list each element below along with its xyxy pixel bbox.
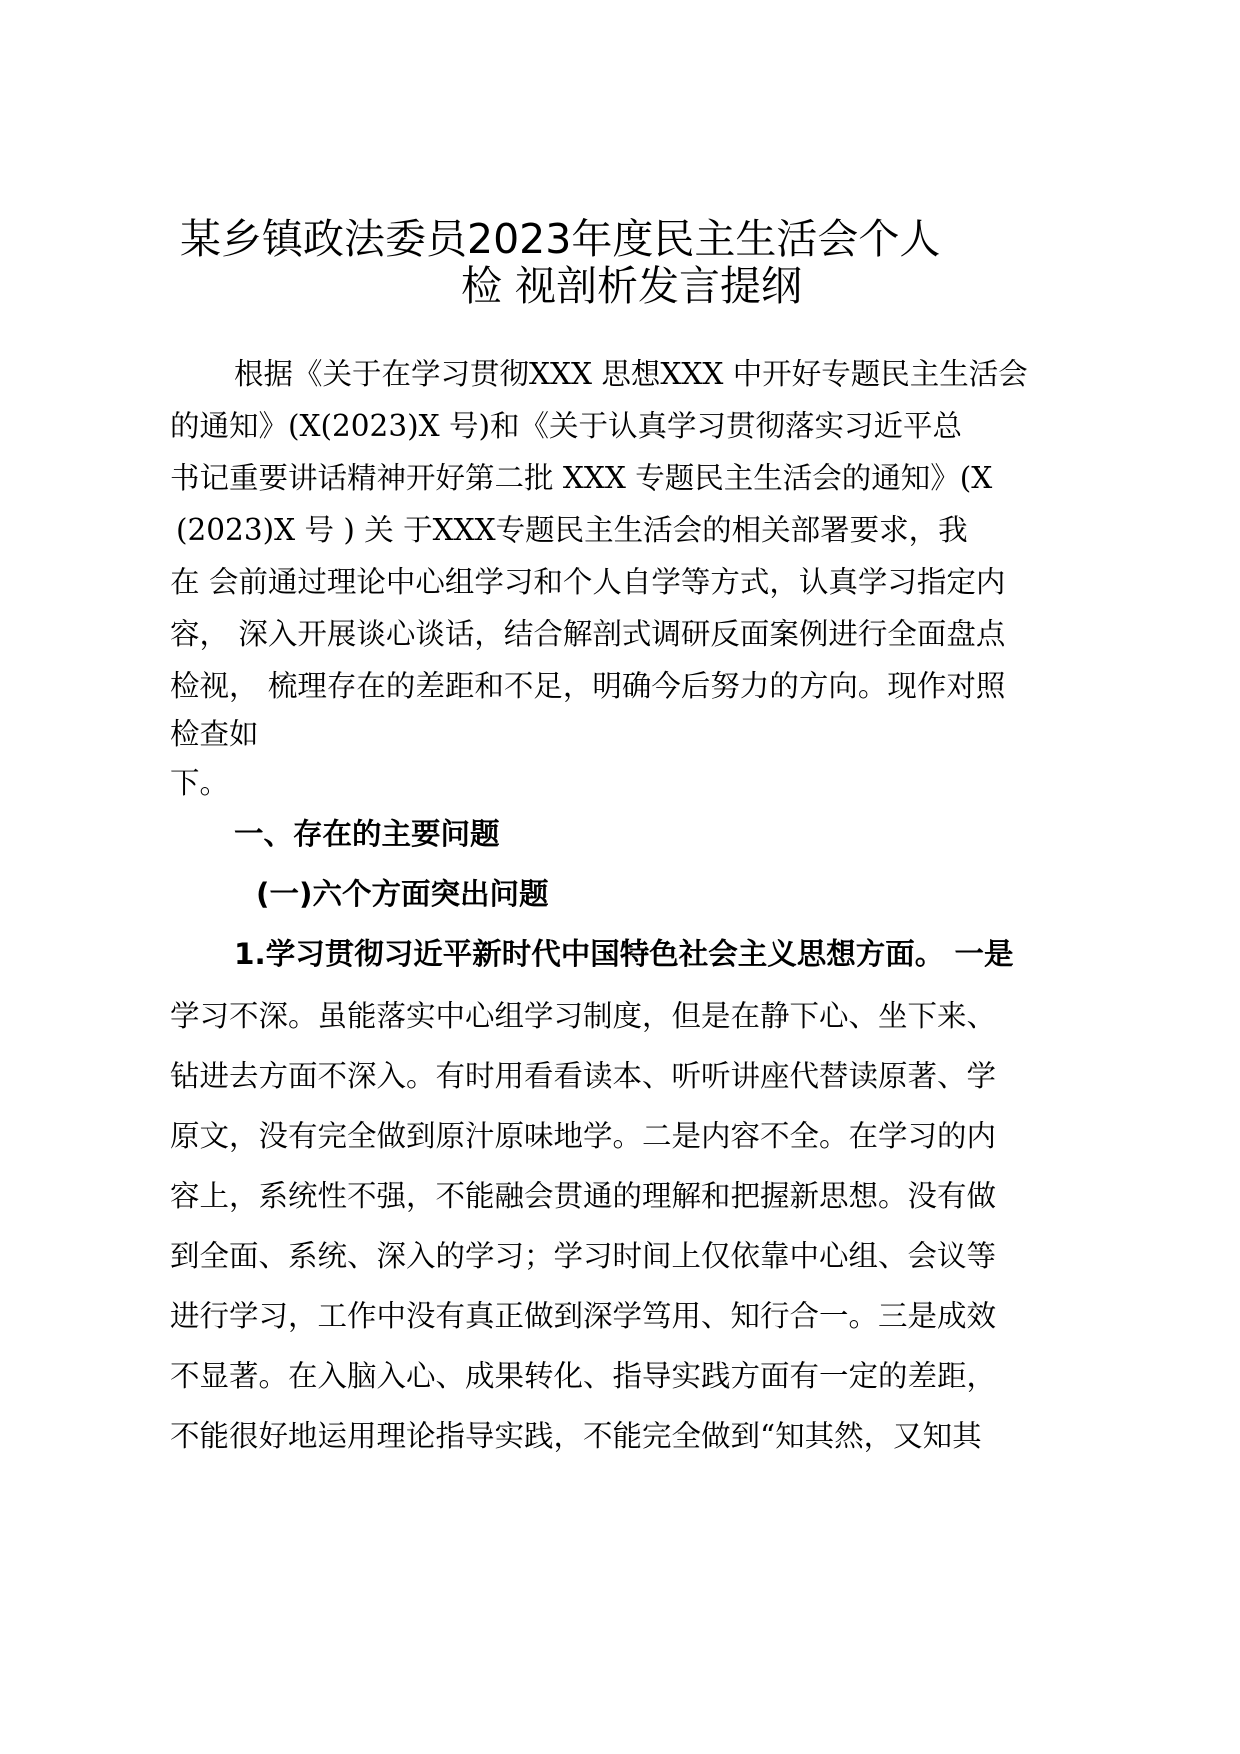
item-1-line-8: 不能很好地运用理论指导实践，不能完全做到“知其然，又知其 bbox=[170, 1419, 982, 1453]
intro-line-6: 容， 深入开展谈心谈话，结合解剖式调研反面案例进行全面盘点 bbox=[170, 617, 1006, 651]
document-title-line-1: 某乡镇政法委员2023年度民主生活会个人 bbox=[180, 215, 941, 263]
item-1-line-7: 不显著。在入脑入心、成果转化、指导实践方面有一定的差距， bbox=[170, 1359, 997, 1393]
intro-line-4: (2023)X 号 ) 关 于XXX专题民主生活会的相关部署要求，我 bbox=[176, 513, 968, 547]
item-1-heading: 1.学习贯彻习近平新时代中国特色社会主义思想方面。 一是 bbox=[234, 937, 1014, 971]
item-1-line-6: 进行学习，工作中没有真正做到深学笃用、知行合一。三是成效 bbox=[170, 1299, 997, 1333]
section-heading-1: 一、存在的主要问题 bbox=[234, 817, 500, 851]
intro-line-8: 检查如 bbox=[170, 717, 259, 751]
item-1-line-4: 容上，系统性不强，不能融会贯通的理解和把握新思想。没有做 bbox=[170, 1179, 997, 1213]
subsection-heading-1: (一)六个方面突出问题 bbox=[256, 877, 549, 911]
item-1-line-3: 原文，没有完全做到原汁原味地学。二是内容不全。在学习的内 bbox=[170, 1119, 997, 1153]
intro-line-5: 在 会前通过理论中心组学习和个人自学等方式，认真学习指定内 bbox=[170, 565, 1006, 599]
intro-line-1: 根据《关于在学习贯彻XXX 思想XXX 中开好专题民主生活会 bbox=[234, 357, 1028, 391]
intro-line-2: 的通知》(X(2023)X 号)和《关于认真学习贯彻落实习近平总 bbox=[170, 409, 962, 443]
item-1-line-2: 钻进去方面不深入。有时用看看读本、听听讲座代替读原著、学 bbox=[170, 1059, 997, 1093]
item-1-line-5: 到全面、系统、深入的学习；学习时间上仅依靠中心组、会议等 bbox=[170, 1239, 997, 1273]
intro-line-9: 下。 bbox=[170, 766, 230, 800]
intro-line-3: 书记重要讲话精神开好第二批 XXX 专题民主生活会的通知》(X bbox=[170, 461, 993, 495]
document-title-line-2: 检 视剖析发言提纲 bbox=[461, 262, 803, 310]
item-1-line-1: 学习不深。虽能落实中心组学习制度，但是在静下心、坐下来、 bbox=[170, 999, 997, 1033]
intro-line-7: 检视， 梳理存在的差距和不足，明确今后努力的方向。现作对照 bbox=[170, 669, 1006, 703]
